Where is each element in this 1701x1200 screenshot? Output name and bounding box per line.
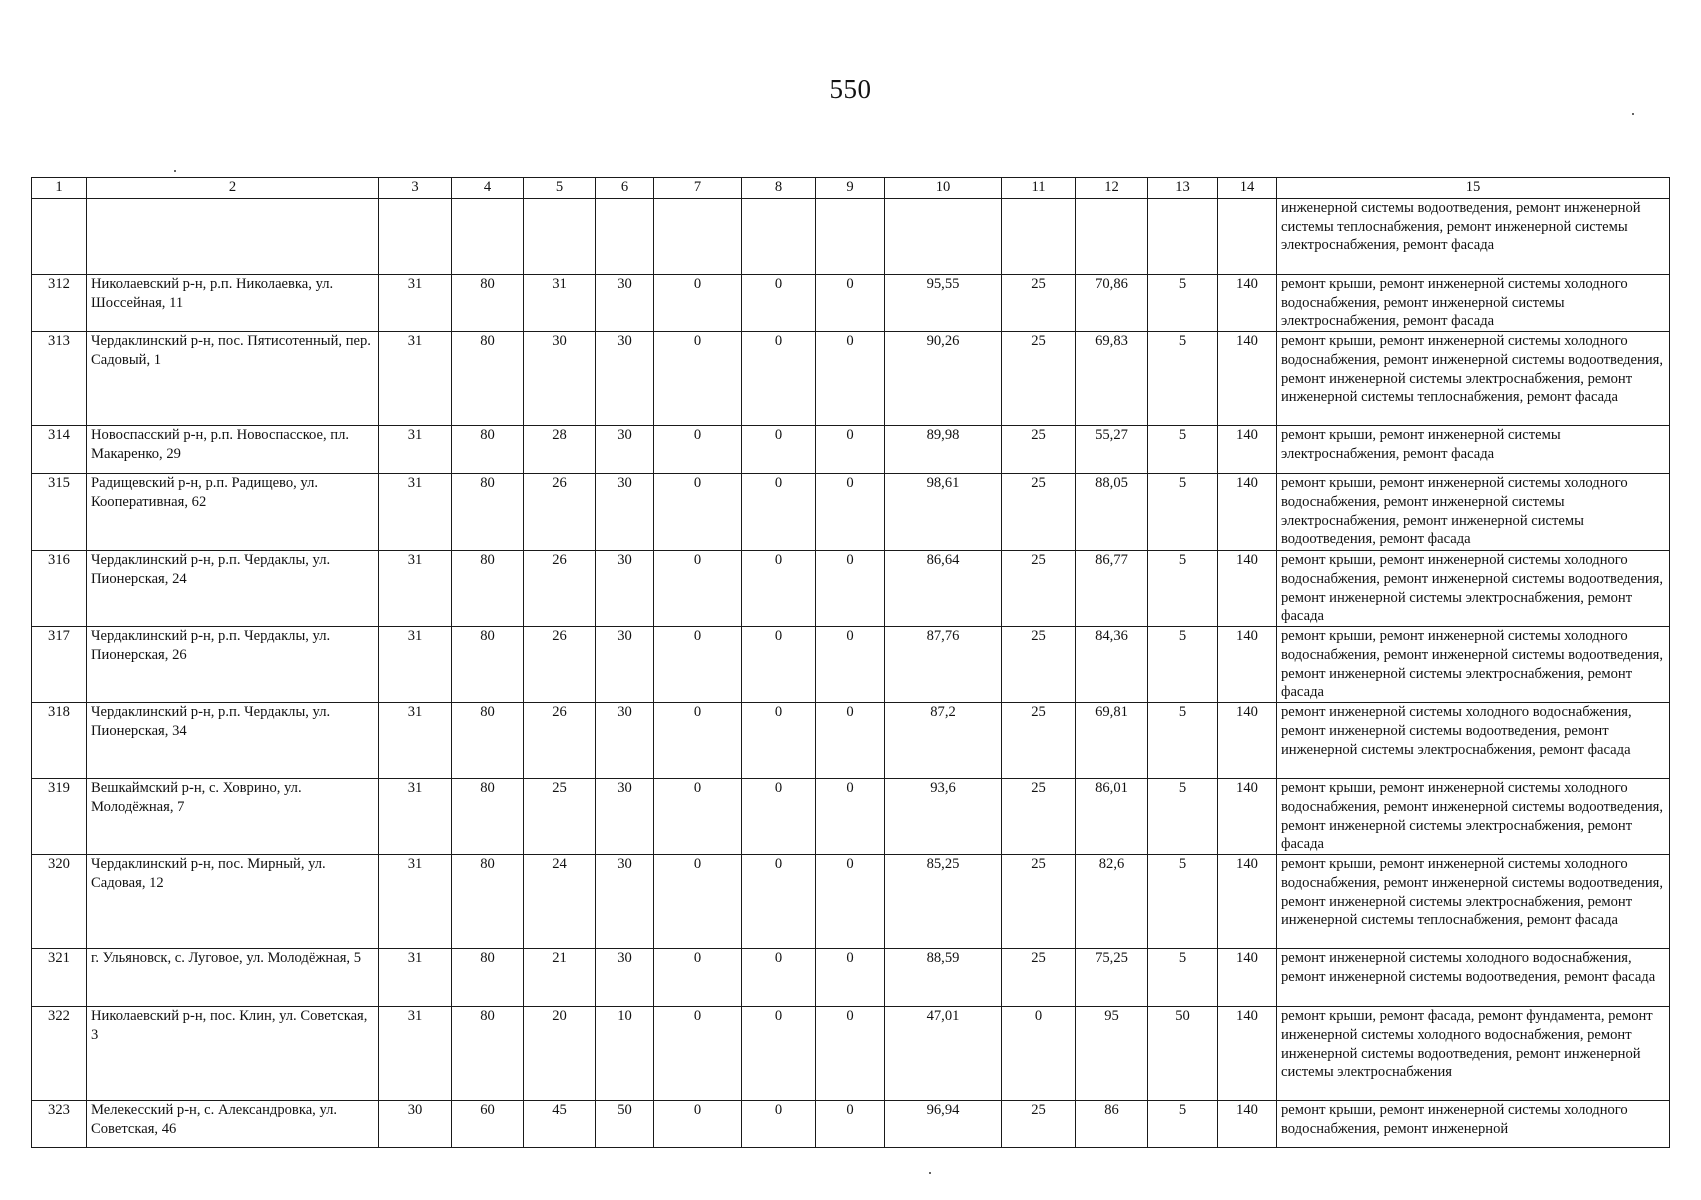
value-cell: 50 — [596, 1101, 654, 1148]
value-cell: 0 — [742, 703, 816, 779]
value-cell: 0 — [742, 332, 816, 426]
address-cell: Николаевский р-н, пос. Клин, ул. Советская, 3 — [87, 1007, 379, 1101]
value-cell: 30 — [596, 949, 654, 1007]
scan-speck — [1632, 113, 1634, 115]
value-cell: 80 — [452, 703, 524, 779]
value-cell: 31 — [379, 627, 452, 703]
scan-speck — [174, 170, 176, 172]
table-row — [32, 703, 1670, 779]
value-cell: 0 — [654, 1007, 742, 1101]
value-cell: 5 — [1148, 855, 1218, 949]
row-number: 314 — [32, 426, 87, 474]
value-cell: 0 — [742, 949, 816, 1007]
value-cell: 0 — [816, 551, 885, 627]
value-cell: 31 — [524, 275, 596, 332]
works-cell: ремонт крыши, ремонт инженерной системы холодного водоснабжения, ремонт инженерной системы водоотведения, ремонт инженерной системы электроснабжения, ремонт инженерной системы теплоснабжения, ремонт фасада — [1277, 855, 1670, 949]
value-cell: 80 — [452, 275, 524, 332]
value-cell: 60 — [452, 1101, 524, 1148]
value-cell: 31 — [379, 949, 452, 1007]
value-cell: 98,61 — [885, 474, 1002, 551]
value-cell: 47,01 — [885, 1007, 1002, 1101]
value-cell: 0 — [816, 855, 885, 949]
column-header: 5 — [524, 178, 596, 199]
value-cell: 86,64 — [885, 551, 1002, 627]
column-header: 10 — [885, 178, 1002, 199]
value-cell: 140 — [1218, 275, 1277, 332]
value-cell: 21 — [524, 949, 596, 1007]
value-cell: 0 — [742, 1101, 816, 1148]
value-cell: 0 — [654, 275, 742, 332]
value-cell: 31 — [379, 426, 452, 474]
address-cell: Вешкаймский р-н, с. Ховрино, ул. Молодёжная, 7 — [87, 779, 379, 855]
address-cell: г. Ульяновск, с. Луговое, ул. Молодёжная, 5 — [87, 949, 379, 1007]
value-cell: 50 — [1148, 1007, 1218, 1101]
value-cell: 85,25 — [885, 855, 1002, 949]
value-cell: 88,59 — [885, 949, 1002, 1007]
value-cell: 0 — [654, 949, 742, 1007]
value-cell: 140 — [1218, 1101, 1277, 1148]
row-number: 322 — [32, 1007, 87, 1101]
value-cell: 0 — [816, 1101, 885, 1148]
value-cell: 89,98 — [885, 426, 1002, 474]
value-cell: 24 — [524, 855, 596, 949]
works-cell: ремонт крыши, ремонт инженерной системы холодного водоснабжения, ремонт инженерной — [1277, 1101, 1670, 1148]
value-cell: 82,6 — [1076, 855, 1148, 949]
value-cell: 140 — [1218, 627, 1277, 703]
address-cell: Чердаклинский р-н, пос. Пятисотенный, пер. Садовый, 1 — [87, 332, 379, 426]
value-cell: 0 — [816, 275, 885, 332]
value-cell: 80 — [452, 949, 524, 1007]
column-header: 2 — [87, 178, 379, 199]
value-cell: 5 — [1148, 1101, 1218, 1148]
column-header: 7 — [654, 178, 742, 199]
address-cell: Новоспасский р-н, р.п. Новоспасское, пл. Макаренко, 29 — [87, 426, 379, 474]
value-cell: 140 — [1218, 474, 1277, 551]
table-row — [32, 332, 1670, 426]
table-row — [32, 551, 1670, 627]
column-header: 13 — [1148, 178, 1218, 199]
value-cell: 31 — [379, 551, 452, 627]
value-cell: 96,94 — [885, 1101, 1002, 1148]
value-cell: 25 — [524, 779, 596, 855]
value-cell: 0 — [816, 426, 885, 474]
value-cell: 26 — [524, 703, 596, 779]
value-cell: 88,05 — [1076, 474, 1148, 551]
value-cell: 0 — [816, 949, 885, 1007]
value-cell: 84,36 — [1076, 627, 1148, 703]
value-cell: 0 — [742, 1007, 816, 1101]
works-cell: ремонт крыши, ремонт инженерной системы холодного водоснабжения, ремонт инженерной системы водоотведения, ремонт инженерной системы электроснабжения, ремонт фасада — [1277, 551, 1670, 627]
column-header: 14 — [1218, 178, 1277, 199]
value-cell: 30 — [596, 551, 654, 627]
value-cell: 0 — [654, 855, 742, 949]
scan-speck — [929, 1172, 931, 1174]
value-cell: 0 — [1002, 1007, 1076, 1101]
value-cell: 69,81 — [1076, 703, 1148, 779]
value-cell: 25 — [1002, 332, 1076, 426]
value-cell: 86,77 — [1076, 551, 1148, 627]
table-row — [32, 426, 1670, 474]
value-cell: 5 — [1148, 275, 1218, 332]
address-cell: Чердаклинский р-н, пос. Мирный, ул. Садовая, 12 — [87, 855, 379, 949]
value-cell: 30 — [596, 474, 654, 551]
value-cell: 26 — [524, 551, 596, 627]
table-row — [32, 1101, 1670, 1148]
column-header: 6 — [596, 178, 654, 199]
value-cell: 30 — [596, 855, 654, 949]
value-cell: 80 — [452, 1007, 524, 1101]
column-header: 9 — [816, 178, 885, 199]
table-row — [32, 474, 1670, 551]
table-row — [32, 779, 1670, 855]
value-cell: 5 — [1148, 332, 1218, 426]
column-header: 4 — [452, 178, 524, 199]
value-cell: 25 — [1002, 627, 1076, 703]
value-cell: 80 — [452, 551, 524, 627]
value-cell: 31 — [379, 332, 452, 426]
value-cell: 31 — [379, 703, 452, 779]
value-cell: 25 — [1002, 275, 1076, 332]
value-cell: 30 — [596, 627, 654, 703]
address-cell: Чердаклинский р-н, р.п. Чердаклы, ул. Пионерская, 26 — [87, 627, 379, 703]
table-row — [32, 1007, 1670, 1101]
value-cell: 86,01 — [1076, 779, 1148, 855]
value-cell: 0 — [816, 332, 885, 426]
value-cell: 140 — [1218, 332, 1277, 426]
table-row — [32, 275, 1670, 332]
value-cell: 5 — [1148, 426, 1218, 474]
value-cell: 0 — [742, 551, 816, 627]
value-cell: 0 — [816, 703, 885, 779]
value-cell: 95 — [1076, 1007, 1148, 1101]
works-cell: инженерной системы водоотведения, ремонт инженерной системы теплоснабжения, ремонт инженерной системы электроснабжения, ремонт фасада — [1277, 199, 1670, 275]
row-number: 317 — [32, 627, 87, 703]
register-table — [31, 177, 1670, 1148]
value-cell: 25 — [1002, 855, 1076, 949]
value-cell: 10 — [596, 1007, 654, 1101]
value-cell: 31 — [379, 474, 452, 551]
value-cell: 0 — [816, 474, 885, 551]
address-cell: Чердаклинский р-н, р.п. Чердаклы, ул. Пионерская, 24 — [87, 551, 379, 627]
column-header: 1 — [32, 178, 87, 199]
value-cell: 140 — [1218, 551, 1277, 627]
value-cell: 25 — [1002, 474, 1076, 551]
value-cell: 0 — [654, 551, 742, 627]
row-number: 312 — [32, 275, 87, 332]
value-cell: 30 — [596, 332, 654, 426]
works-cell: ремонт инженерной системы холодного водоснабжения, ремонт инженерной системы водоотведения, ремонт инженерной системы электроснабжения, ремонт фасада — [1277, 703, 1670, 779]
value-cell: 0 — [654, 627, 742, 703]
value-cell: 25 — [1002, 703, 1076, 779]
address-cell: Мелекесский р-н, с. Александровка, ул. Советская, 46 — [87, 1101, 379, 1148]
works-cell: ремонт крыши, ремонт инженерной системы холодного водоснабжения, ремонт инженерной системы водоотведения, ремонт инженерной системы электроснабжения, ремонт фасада — [1277, 627, 1670, 703]
works-cell: ремонт крыши, ремонт инженерной системы холодного водоснабжения, ремонт инженерной системы электроснабжения, ремонт инженерной системы водоотведения, ремонт фасада — [1277, 474, 1670, 551]
value-cell: 0 — [654, 426, 742, 474]
value-cell: 5 — [1148, 627, 1218, 703]
works-cell: ремонт крыши, ремонт инженерной системы холодного водоснабжения, ремонт инженерной системы водоотведения, ремонт инженерной системы электроснабжения, ремонт инженерной системы теплоснабжения, ремонт фасада — [1277, 332, 1670, 426]
column-header: 12 — [1076, 178, 1148, 199]
value-cell: 80 — [452, 779, 524, 855]
page-number: 550 — [829, 74, 872, 104]
value-cell: 0 — [742, 779, 816, 855]
value-cell: 25 — [1002, 949, 1076, 1007]
value-cell: 0 — [742, 627, 816, 703]
value-cell: 90,26 — [885, 332, 1002, 426]
value-cell: 93,6 — [885, 779, 1002, 855]
table-row — [32, 949, 1670, 1007]
value-cell: 80 — [452, 474, 524, 551]
value-cell: 80 — [452, 332, 524, 426]
value-cell: 140 — [1218, 779, 1277, 855]
value-cell: 0 — [816, 627, 885, 703]
address-cell: Николаевский р-н, р.п. Николаевка, ул. Шоссейная, 11 — [87, 275, 379, 332]
value-cell: 69,83 — [1076, 332, 1148, 426]
value-cell: 140 — [1218, 855, 1277, 949]
value-cell: 80 — [452, 627, 524, 703]
continuation-row — [32, 199, 1670, 275]
value-cell: 0 — [654, 332, 742, 426]
value-cell: 0 — [742, 275, 816, 332]
row-number: 319 — [32, 779, 87, 855]
row-number: 313 — [32, 332, 87, 426]
value-cell: 0 — [654, 703, 742, 779]
value-cell: 25 — [1002, 551, 1076, 627]
row-number: 321 — [32, 949, 87, 1007]
value-cell: 86 — [1076, 1101, 1148, 1148]
value-cell: 31 — [379, 1007, 452, 1101]
works-cell: ремонт крыши, ремонт инженерной системы холодного водоснабжения, ремонт инженерной системы водоотведения, ремонт инженерной системы электроснабжения, ремонт фасада — [1277, 779, 1670, 855]
value-cell: 31 — [379, 275, 452, 332]
row-number: 315 — [32, 474, 87, 551]
value-cell: 30 — [596, 779, 654, 855]
works-cell: ремонт инженерной системы холодного водоснабжения, ремонт инженерной системы водоотведения, ремонт фасада — [1277, 949, 1670, 1007]
works-cell: ремонт крыши, ремонт инженерной системы холодного водоснабжения, ремонт инженерной системы электроснабжения, ремонт фасада — [1277, 275, 1670, 332]
works-cell: ремонт крыши, ремонт фасада, ремонт фундамента, ремонт инженерной системы холодного водоснабжения, ремонт инженерной системы водоотведения, ремонт инженерной системы электроснабжения — [1277, 1007, 1670, 1101]
table-row — [32, 855, 1670, 949]
value-cell: 140 — [1218, 949, 1277, 1007]
value-cell: 75,25 — [1076, 949, 1148, 1007]
value-cell: 30 — [596, 703, 654, 779]
value-cell: 25 — [1002, 779, 1076, 855]
row-number: 323 — [32, 1101, 87, 1148]
value-cell: 31 — [379, 855, 452, 949]
value-cell: 0 — [742, 426, 816, 474]
address-cell: Чердаклинский р-н, р.п. Чердаклы, ул. Пионерская, 34 — [87, 703, 379, 779]
value-cell: 30 — [379, 1101, 452, 1148]
value-cell: 55,27 — [1076, 426, 1148, 474]
value-cell: 25 — [1002, 1101, 1076, 1148]
value-cell: 31 — [379, 779, 452, 855]
value-cell: 95,55 — [885, 275, 1002, 332]
value-cell: 80 — [452, 855, 524, 949]
value-cell: 0 — [816, 779, 885, 855]
value-cell: 0 — [654, 1101, 742, 1148]
value-cell: 87,2 — [885, 703, 1002, 779]
value-cell: 5 — [1148, 474, 1218, 551]
value-cell: 140 — [1218, 426, 1277, 474]
value-cell: 45 — [524, 1101, 596, 1148]
column-number-row — [32, 178, 1670, 199]
value-cell: 30 — [596, 275, 654, 332]
value-cell: 5 — [1148, 703, 1218, 779]
value-cell: 5 — [1148, 551, 1218, 627]
value-cell: 30 — [524, 332, 596, 426]
column-header: 11 — [1002, 178, 1076, 199]
value-cell: 5 — [1148, 779, 1218, 855]
value-cell: 0 — [654, 474, 742, 551]
value-cell: 140 — [1218, 1007, 1277, 1101]
value-cell: 140 — [1218, 703, 1277, 779]
address-cell: Радищевский р-н, р.п. Радищево, ул. Кооперативная, 62 — [87, 474, 379, 551]
row-number: 318 — [32, 703, 87, 779]
works-cell: ремонт крыши, ремонт инженерной системы электроснабжения, ремонт фасада — [1277, 426, 1670, 474]
value-cell: 26 — [524, 474, 596, 551]
value-cell: 0 — [742, 855, 816, 949]
column-header: 3 — [379, 178, 452, 199]
column-header: 15 — [1277, 178, 1670, 199]
value-cell: 28 — [524, 426, 596, 474]
value-cell: 30 — [596, 426, 654, 474]
value-cell: 26 — [524, 627, 596, 703]
value-cell: 0 — [654, 779, 742, 855]
value-cell: 20 — [524, 1007, 596, 1101]
value-cell: 87,76 — [885, 627, 1002, 703]
column-header: 8 — [742, 178, 816, 199]
value-cell: 0 — [816, 1007, 885, 1101]
value-cell: 70,86 — [1076, 275, 1148, 332]
value-cell: 5 — [1148, 949, 1218, 1007]
row-number: 316 — [32, 551, 87, 627]
value-cell: 25 — [1002, 426, 1076, 474]
value-cell: 0 — [742, 474, 816, 551]
table-row — [32, 627, 1670, 703]
value-cell: 80 — [452, 426, 524, 474]
row-number: 320 — [32, 855, 87, 949]
